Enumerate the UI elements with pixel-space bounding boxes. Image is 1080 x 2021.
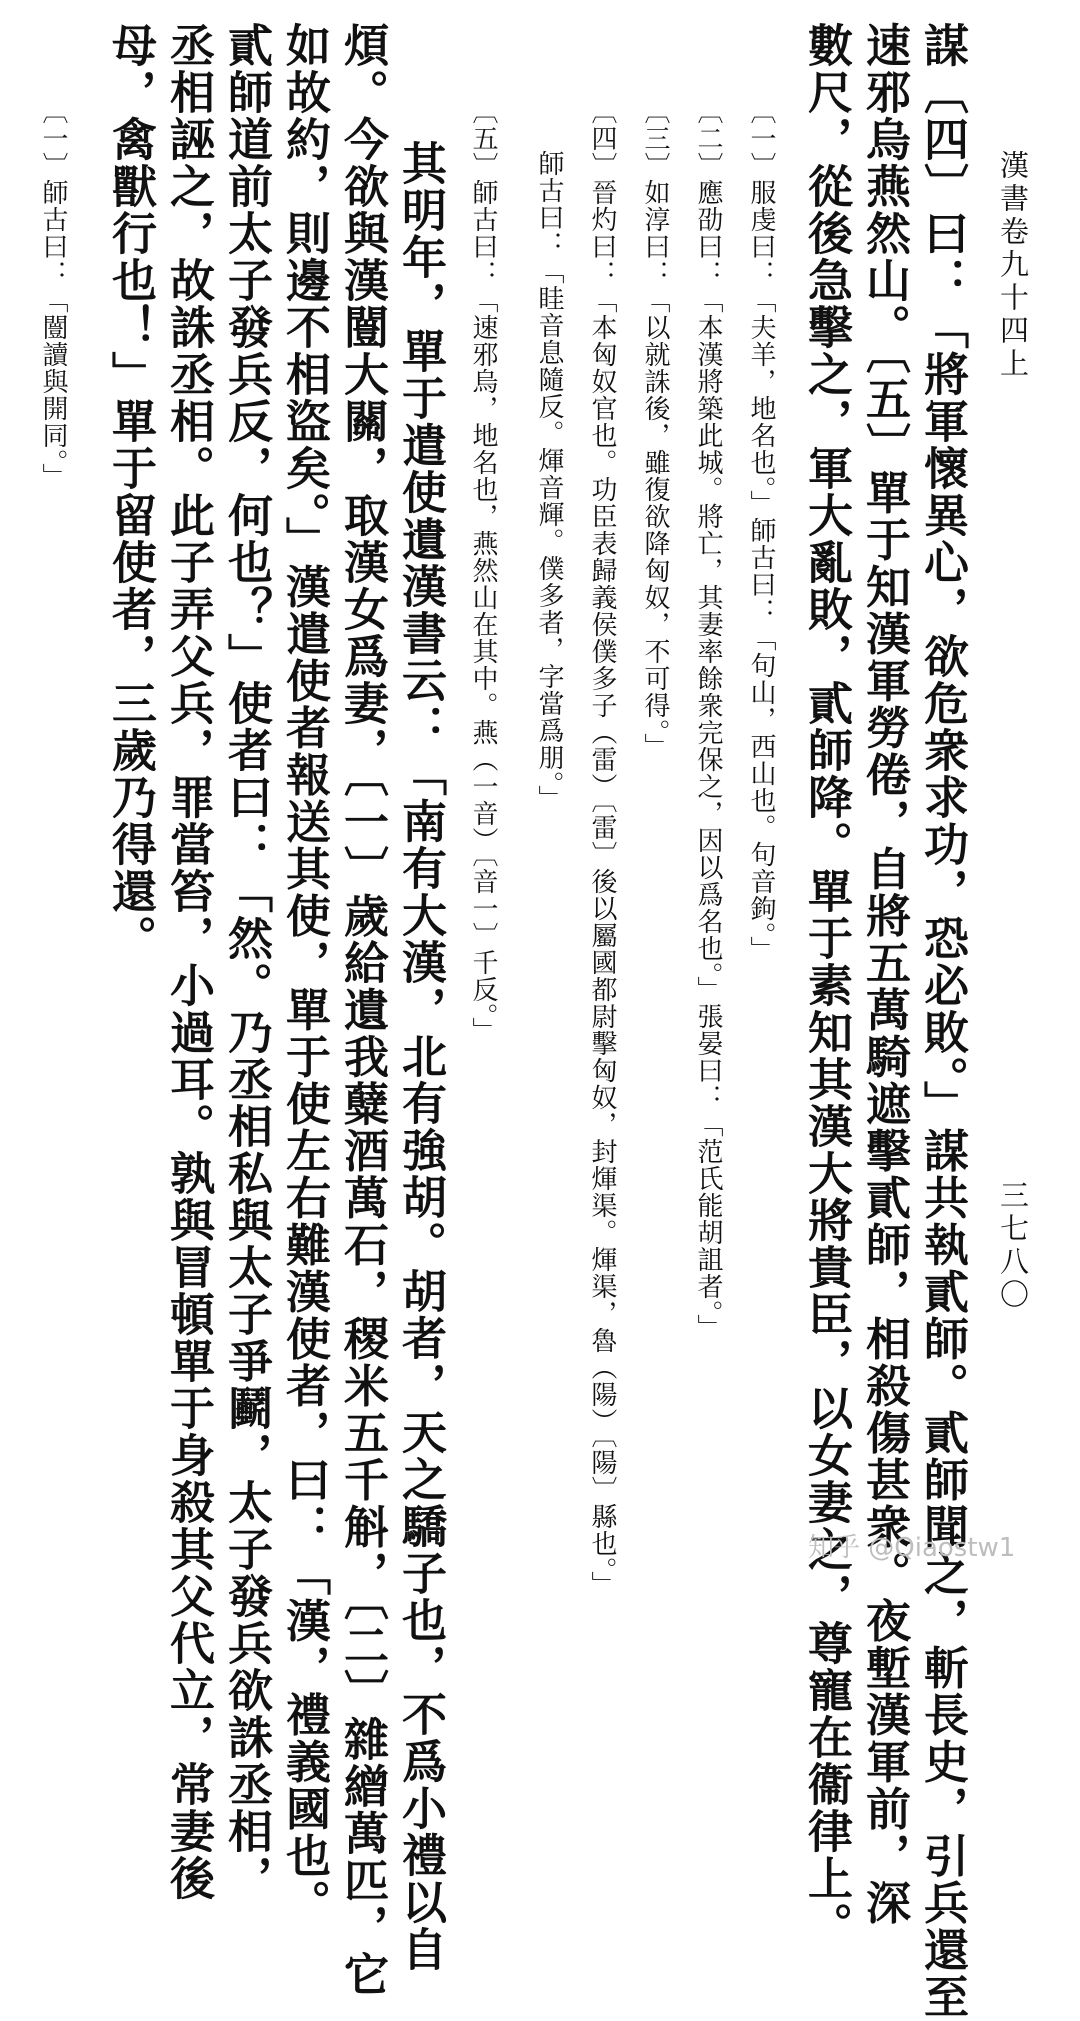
watermark: 知乎 @Qiaostw1 (808, 1533, 1016, 1563)
annotation-column: 師古曰：「眭音息隨反。煇音輝。僕多者，字當爲朋。」 (534, 150, 564, 812)
annotation-column: 〔二〕應劭曰：「本漢將築此城。將亡，其妻率餘衆完保之，因以爲名也。」張晏曰：「范氏能胡詛者。」 (693, 98, 723, 1341)
text-column: 謀〔四〕曰：「將軍懷異心，欲危衆求功，恐必敗。」謀共執貳師。貳師聞之，斬長史，引兵還至 (916, 22, 969, 2021)
text-column: 速邪烏燕然山。〔五〕單于知漢軍勞倦，自將五萬騎遮擊貳師，相殺傷甚衆。夜塹漢軍前，深 (858, 22, 911, 1927)
text-column: 貳師道前太子發兵反，何也？」使者曰：「然。乃丞相私與太子爭鬬，太子發兵欲誅丞相， (220, 22, 273, 1902)
annotation-column: 〔四〕晉灼曰：「本匈奴官也。功臣表歸義侯僕多子（雷）〔雷〕後以屬國都尉擊匈奴，封煇渠。煇渠，魯（陽）〔陽〕縣也。」 (587, 98, 617, 1598)
text-column: 母，禽獸行也！」單于留使者，三歲乃得還。 (104, 22, 157, 962)
book-title-header: 漢書卷九十四上 (996, 150, 1030, 381)
annotation-column: 〔一〕師古曰：「闓讀與開同。」 (38, 98, 68, 490)
text-column: 煩。今欲與漢闓大關，取漢女爲妻，〔一〕歲給遺我糵酒萬石，稷米五千斛，〔二〕雜繒萬匹，它 (336, 22, 389, 1998)
annotation-column: 〔三〕如淳曰：「以就誅後，雖復欲降匈奴，不可得。」 (640, 98, 670, 760)
text-column: 數尺，從後急擊之，軍大亂敗，貳師降。單于素知其漢大將貴臣，以女妻之，尊寵在衞律上。 (800, 22, 853, 1949)
text-column: 丞相誣之，故誅丞相。此子弄父兵，罪當笞，小過耳。孰與冒頓單于身殺其父代立，常妻後 (162, 22, 215, 1902)
annotation-column: 〔一〕服虔曰：「夫羊，地名也。」師古曰：「句山，西山也。句音鉤。」 (746, 98, 776, 963)
text-column: 其明年，單于遣使遺漢書云：「南有大漢，北有強胡。胡者，天之驕子也，不爲小禮以自 (394, 140, 447, 1973)
text-column: 如故約，則邊不相盜矣。」漢遣使者報送其使，單于使左右難漢使者，曰：「漢，禮義國也。 (278, 22, 331, 1927)
page-number: 三七八〇 (996, 1180, 1030, 1312)
annotation-column: 〔五〕師古曰：「速邪烏，地名也，燕然山在其中。燕（一音）〔音一〕千反。」 (468, 98, 498, 1044)
